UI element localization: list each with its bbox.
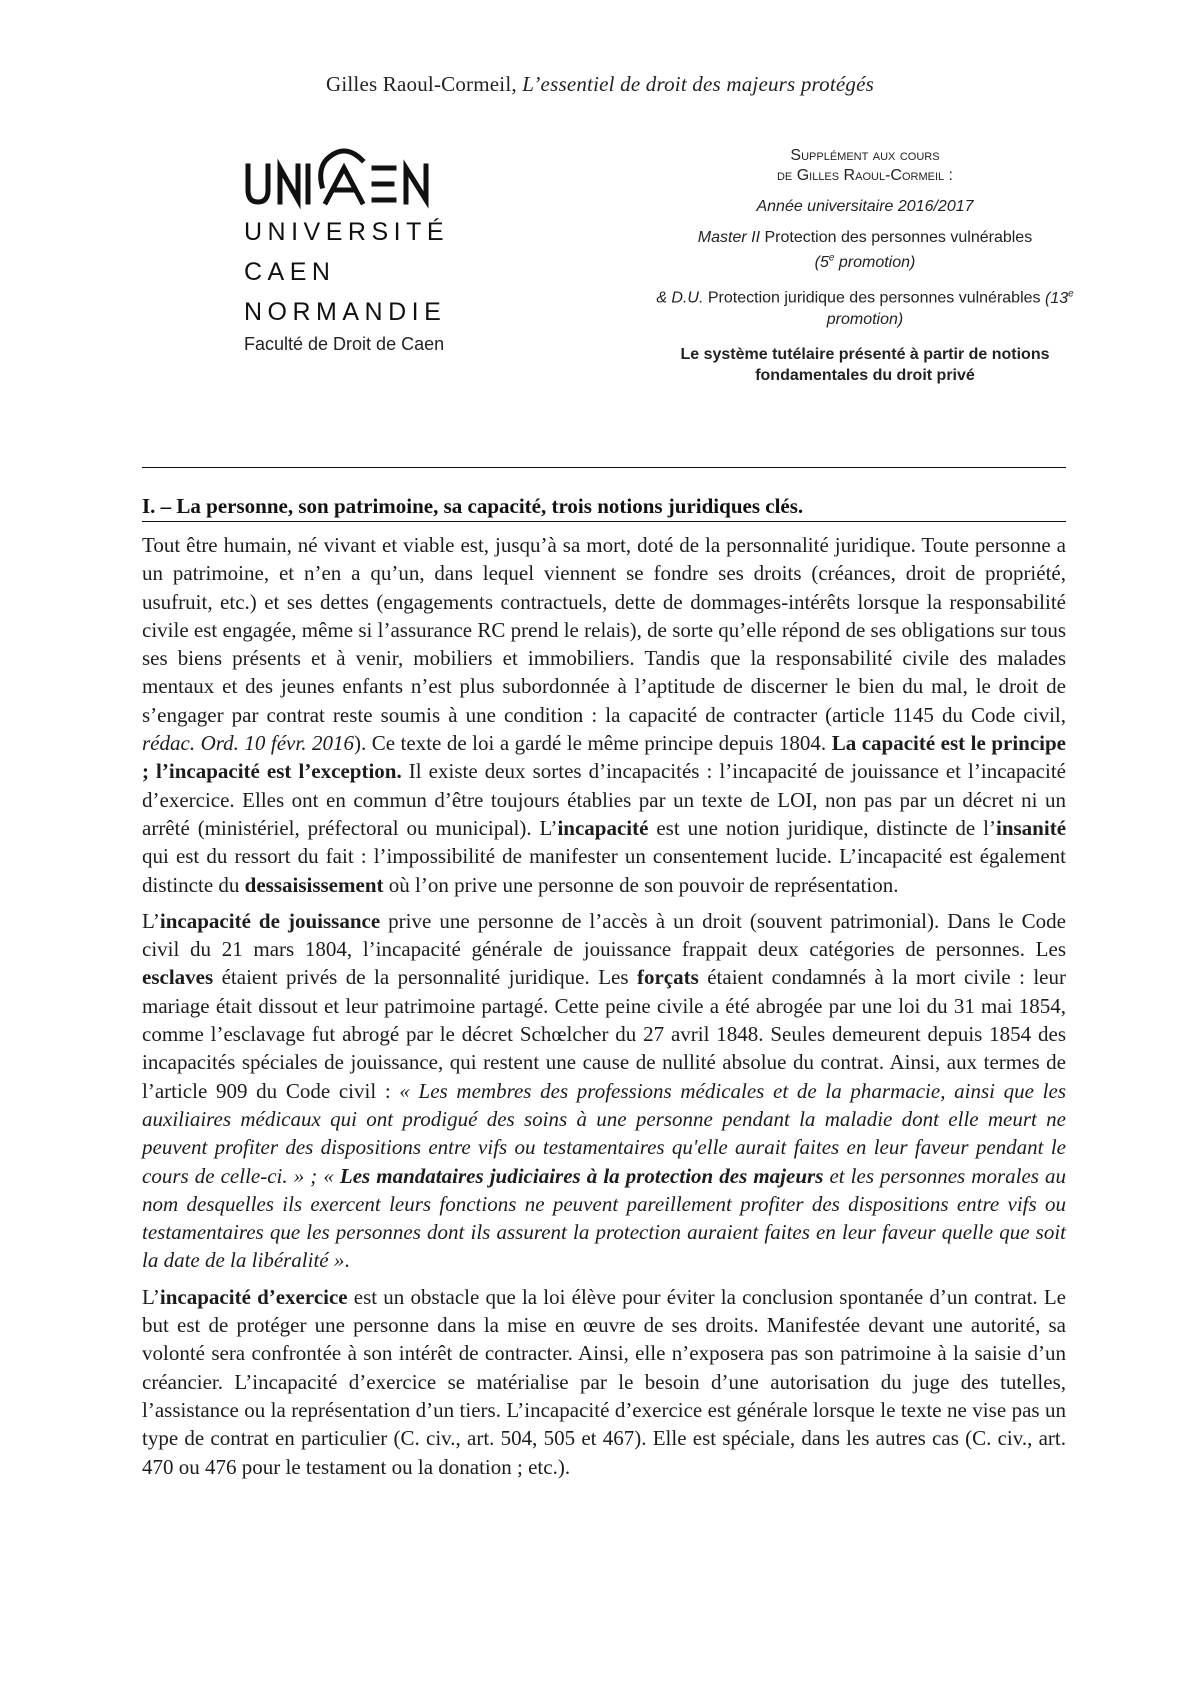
logo-line-universite: UNIVERSITÉ (244, 218, 450, 246)
university-logo-block (244, 132, 484, 355)
body-text (142, 531, 1066, 1489)
paragraph-incapacite-jouissance: L’incapacité de jouissance prive une personne de l’accès à un droit (souvent patrimonial). Dans le Code civil du 21 mars 1804, l’incapacité générale de jouissance frappait deux catégories de personnes. Les esclaves étaient privés de la personnalité juridique. Les forçats étaient condamnés à la mort civile : leur mariage était dissout et leur patrimoine partagé. Cette peine civile a été abrogée par une loi du 31 mai 1854, comme l’esclavage fut abrogé par le décret Schœlcher du 27 avril 1848. Seules demeurent depuis 1854 des incapacités spéciales de jouissance, qui restent une cause de nullité absolue du contrat. Ainsi, aux termes de l’article 909 du Code civil : « Les membres des professions médicales et de la pharmacie, ainsi que les auxiliaires médicaux qui ont prodigué des soins à une personne pendant la maladie dont elle meurt ne peuvent profiter des dispositions entre vifs ou testamentaires qu'elle aurait faites en leur faveur pendant le cours de celle-ci. » ; « Les mandataires judiciaires à la protection des majeurs et les personnes morales au nom desquelles ils exercent leurs fonctions ne peuvent pareillement profiter des dispositions entre vifs ou testamentaires que les personnes dont ils assurent la protection auraient faites en leur faveur quelle que soit la date de la libéralité ». (142, 908, 1067, 1273)
master-program (650, 227, 1080, 273)
du-prefix: & D.U. (656, 289, 704, 307)
course-supplement-box (650, 146, 1080, 386)
title-underline-divider (142, 521, 1066, 522)
academic-year-text: Année universitaire 2016/2017 (756, 198, 974, 215)
header-book-title: L’essentiel de droit des majeurs protégés (522, 72, 875, 96)
top-divider (142, 467, 1066, 468)
supplement-subject: Le système tutélaire présenté à partir de notions fondamentales du droit privé (680, 345, 1050, 384)
logo-line-caen: CAEN (244, 258, 336, 286)
supplement-line-1: Supplément aux cours (790, 147, 940, 164)
master-text: Protection des personnes vulnérables (760, 229, 1033, 246)
master-promo-sup: e (828, 253, 835, 264)
du-text: Protection juridique des personnes vulnérables (703, 289, 1045, 307)
du-promo-sup: e (1068, 288, 1074, 300)
master-prefix: Master II (697, 229, 761, 246)
du-program (650, 283, 1080, 329)
faculty-name: Faculté de Droit de Caen (244, 334, 445, 354)
supplement-line-2: de Gilles Raoul-Cormeil : (776, 167, 954, 184)
paragraph-capacity: Tout être humain, né vivant et viable est, jusqu’à sa mort, doté de la personnalité juridique. Toute personne a un patrimoine, et n’en a qu’un, dans lequel viennent se fondre ses droits (créances, droit de propriété, usufruit, etc.) et ses dettes (engagements contractuels, dette de dommages-intérêts lorsque la responsabilité civile est engagée, même si l’assurance RC prend le relais), de sorte qu’elle répond de ses obligations sur tous ses biens présents et à venir, mobiliers et immobiliers. Tandis que la responsabilité civile des malades mentaux et des jeunes enfants n’est plus subordonnée à l’aptitude de discerner le bien du mal, le droit de s’engager par contrat reste soumis à une condition : la capacité de contracter (article 1145 du Code civil, rédac. Ord. 10 févr. 2016). Ce texte de loi a gardé le même principe depuis 1804. La capacité est le principe ; l’incapacité est l’exception. Il existe deux sortes d’incapacités : l’incapacité de jouissance et l’incapacité d’exercice. Elles ont en commun d’être toujours établies par un texte de LOI, non pas par un décret ni un arrêté (ministériel, préfectoral ou municipal). L’incapacité est une notion juridique, distincte de l’insanité qui est du ressort du fait : l’impossibilité de manifester un consentement lucide. L’incapacité est également distincte du dessaisissement où l’on prive une personne de son pouvoir de représentation. (142, 533, 1067, 897)
logo-line-normandie: NORMANDIE (244, 298, 447, 326)
academic-year (650, 196, 1080, 217)
paragraph-incapacite-exercice: L’incapacité d’exercice est un obstacle que la loi élève pour éviter la conclusion spontanée d’un contrat. Le but est de protéger une personne dans la mise en œuvre de ses droits. Manifestée devant une autorité, sa volonté sera confrontée à son intérêt de contracter. Ainsi, elle n’exposera pas son patrimoine à la saisie d’un créancier. L’incapacité d’exercice se matérialise par le besoin d’une autorisation du juge des tutelles, l’assistance ou la représentation d’un tiers. L’incapacité d’exercice est générale lorsque le texte ne vise pas un type de contrat en particulier (C. civ., art. 504, 505 et 467). Elle est spéciale, dans les autres cas (C. civ., art. 470 ou 476 pour le testament ou la donation ; etc.). (142, 1284, 1066, 1479)
master-promo-close: promotion) (834, 254, 916, 272)
section-title: I. – La personne, son patrimoine, sa capacité, trois notions juridiques clés. (142, 494, 804, 518)
du-promo-open: (13 (1044, 289, 1069, 307)
du-promo-close: promotion) (826, 310, 904, 328)
header-author: Gilles Raoul-Cormeil, (325, 72, 517, 96)
running-header (0, 72, 1200, 97)
unicaen-logo-icon (244, 132, 454, 212)
master-promo-open: (5 (814, 254, 829, 272)
